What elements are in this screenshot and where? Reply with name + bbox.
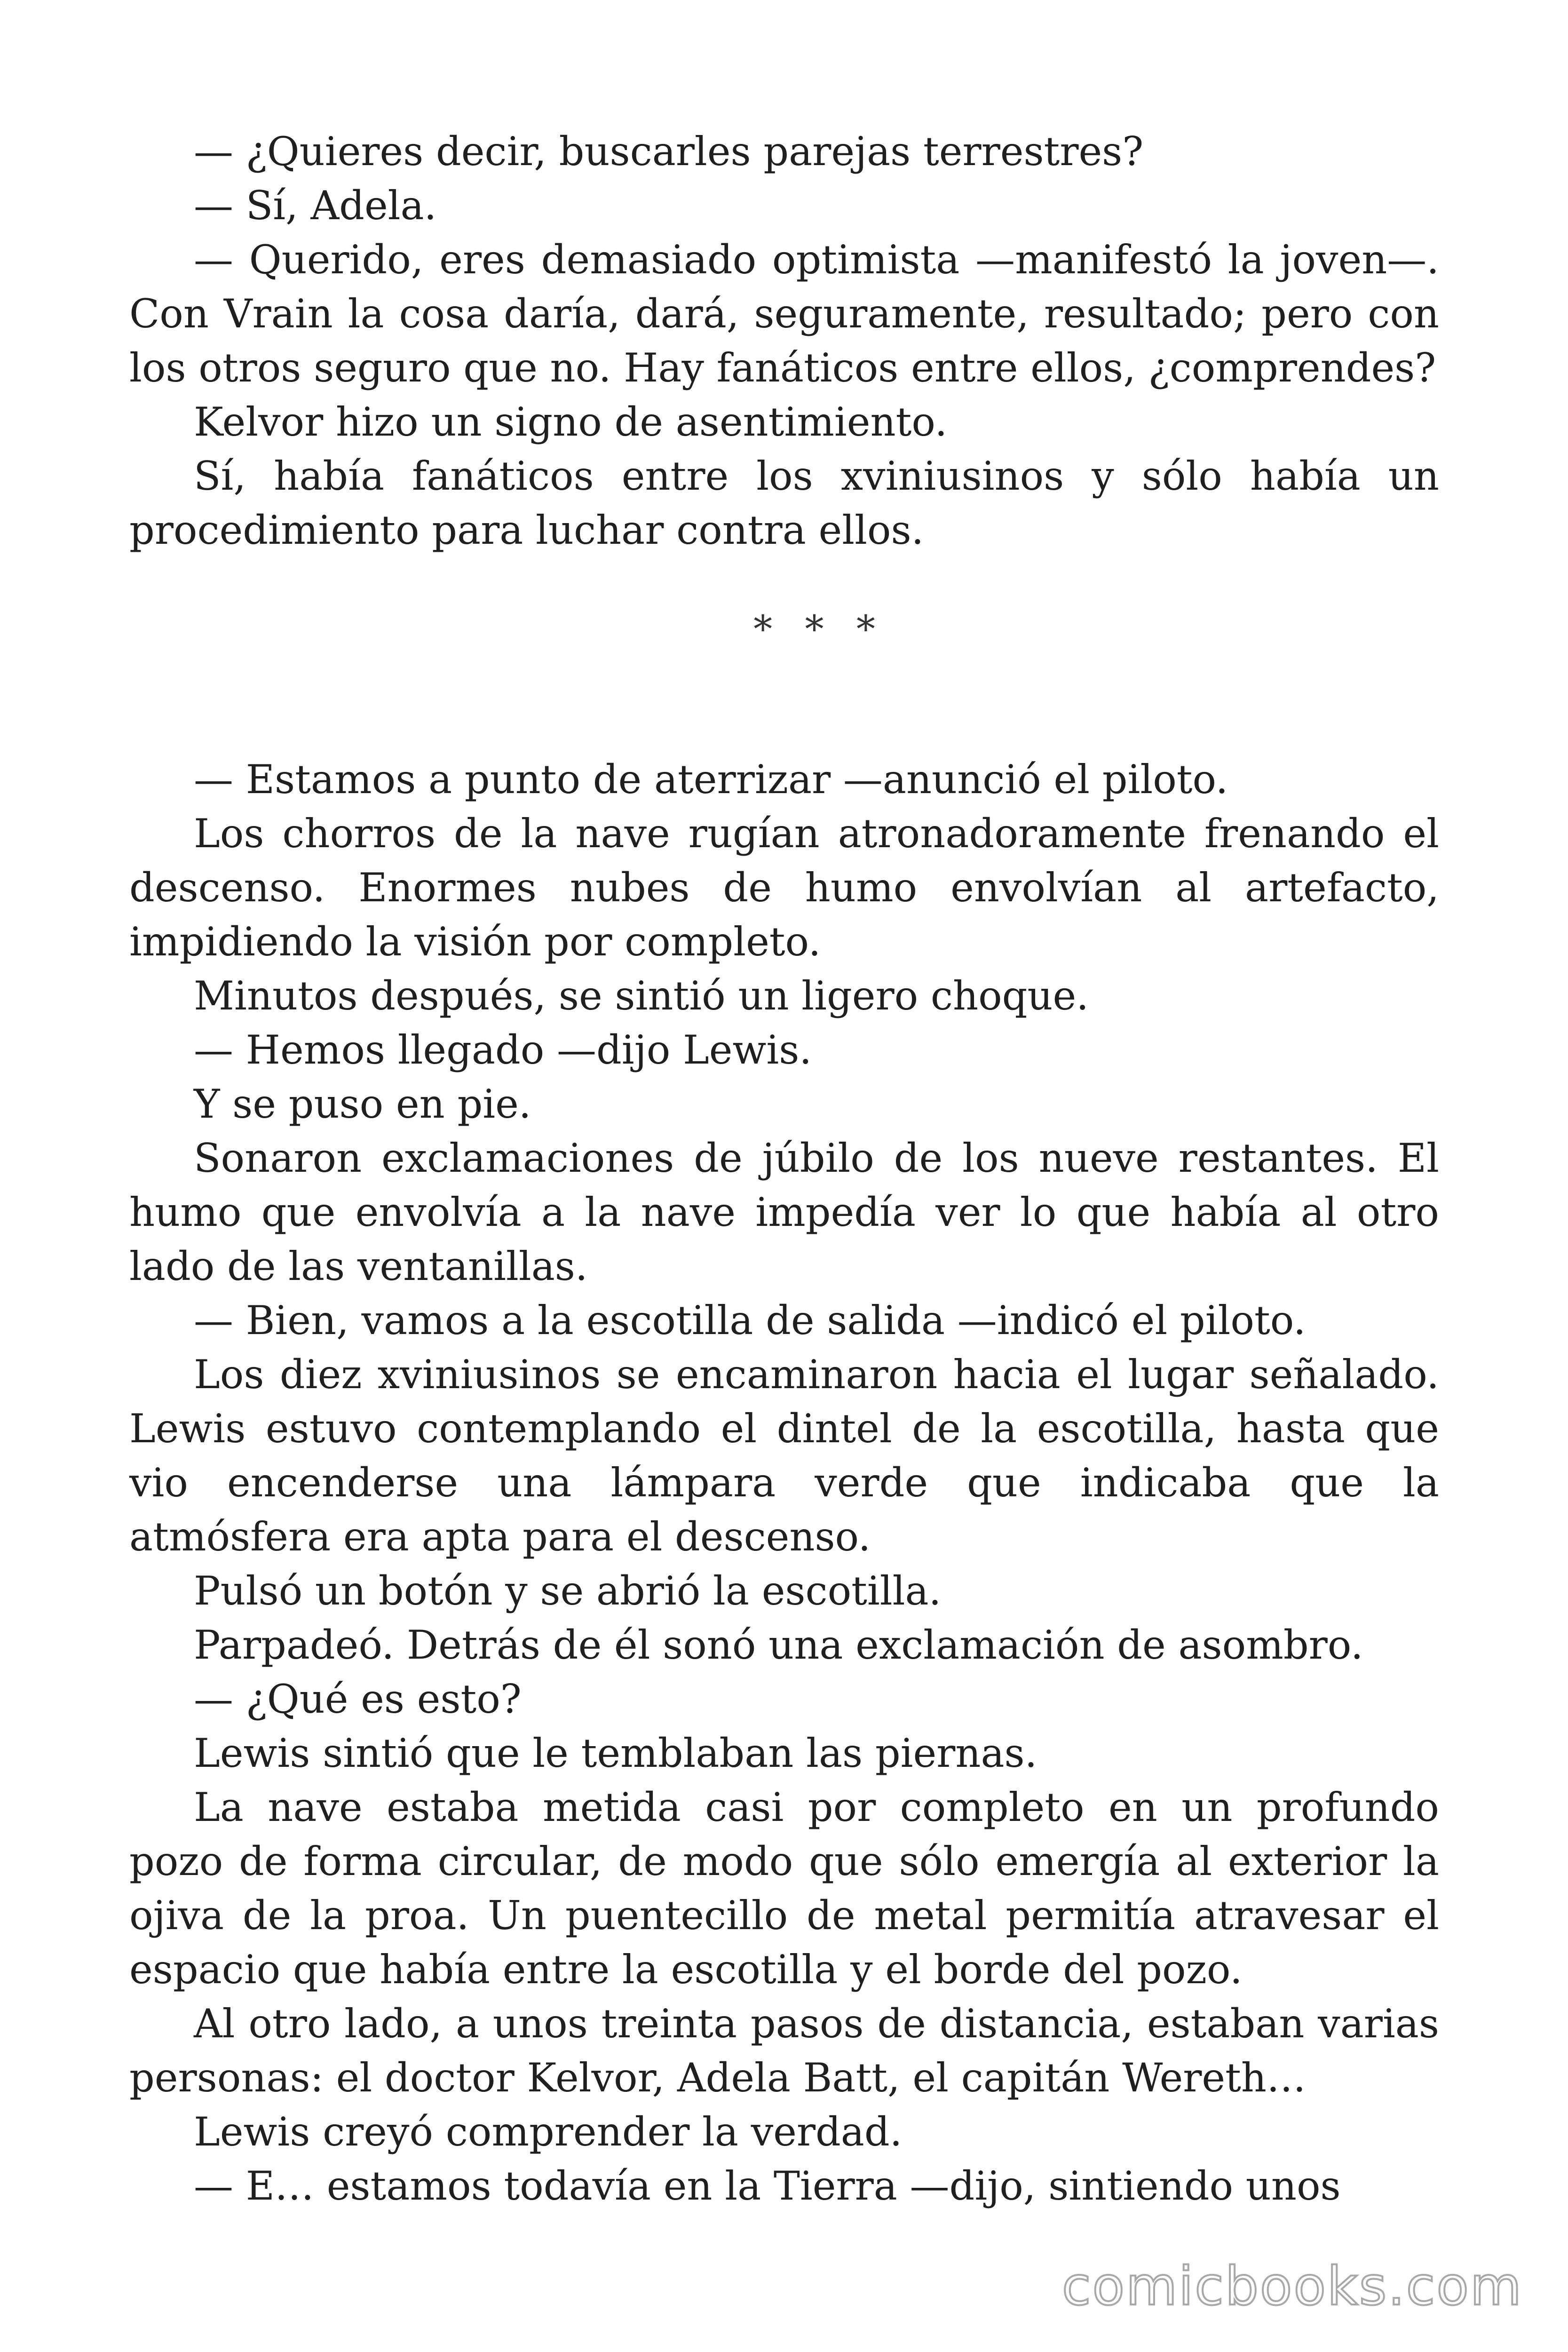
paragraph: Lewis sintió que le temblaban las piernas. — [194, 1730, 1037, 1776]
text-section-after-break — [129, 753, 1439, 2213]
text-section-before-break — [129, 125, 1439, 557]
paragraph: Y se puso en pie. — [194, 1081, 531, 1127]
paragraph: — E… estamos todavía en la Tierra —dijo, sintiendo unos — [194, 2163, 1341, 2209]
paragraph: — Hemos llegado —dijo Lewis. — [194, 1027, 812, 1073]
paragraph: La nave estaba metida casi por completo en un profundo pozo de forma circular, de modo que sólo emergía al exterior la ojiva de la proa. Un puentecillo de metal permitía atravesar el espacio que había entre la escotilla y el borde del pozo. — [129, 1784, 1439, 1993]
paragraph: — ¿Qué es esto? — [194, 1676, 522, 1722]
paragraph: Los diez xviniusinos se encaminaron hacia el lugar señalado. Lewis estuvo contemplando el dintel de la escotilla, hasta que vio encenderse una lámpara verde que indicaba que la atmósfera era apta para el descenso. — [129, 1351, 1439, 1560]
paragraph: Kelvor hizo un signo de asentimiento. — [194, 399, 948, 445]
paragraph: Parpadeó. Detrás de él sonó una exclamación de asombro. — [194, 1622, 1363, 1668]
paragraph: Minutos después, se sintió un ligero choque. — [194, 973, 1089, 1019]
paragraph: Pulsó un botón y se abrió la escotilla. — [194, 1568, 942, 1614]
paragraph: Los chorros de la nave rugían atronadoramente frenando el descenso. Enormes nubes de humo envolvían al artefacto, impidiendo la visión por completo. — [129, 810, 1439, 965]
paragraph: — Bien, vamos a la escotilla de salida —indicó el piloto. — [194, 1297, 1306, 1343]
paragraph: Sí, había fanáticos entre los xviniusinos y sólo había un procedimiento para luchar contra ellos. — [129, 453, 1439, 553]
paragraph: Sonaron exclamaciones de júbilo de los nueve restantes. El humo que envolvía a la nave impedía ver lo que había al otro lado de las ventanillas. — [129, 1135, 1439, 1289]
paragraph: Lewis creyó comprender la verdad. — [194, 2109, 903, 2155]
watermark: comicbooks.com — [1061, 2256, 1523, 2317]
paragraph: — Querido, eres demasiado optimista —manifestó la joven—. Con Vrain la cosa daría, dará, seguramente, resultado; pero con los otros seguro que no. Hay fanáticos entre ellos, ¿comprendes? — [129, 237, 1439, 391]
paragraph: — ¿Quieres decir, buscarles parejas terrestres? — [194, 128, 1144, 175]
paragraph: Al otro lado, a unos treinta pasos de distancia, estaban varias personas: el doctor Kelvor, Adela Batt, el capitán Wereth… — [129, 2001, 1439, 2101]
scene-break: * * * — [753, 607, 886, 651]
paragraph: — Sí, Adela. — [194, 183, 437, 229]
paragraph: — Estamos a punto de aterrizar —anunció el piloto. — [194, 756, 1228, 803]
